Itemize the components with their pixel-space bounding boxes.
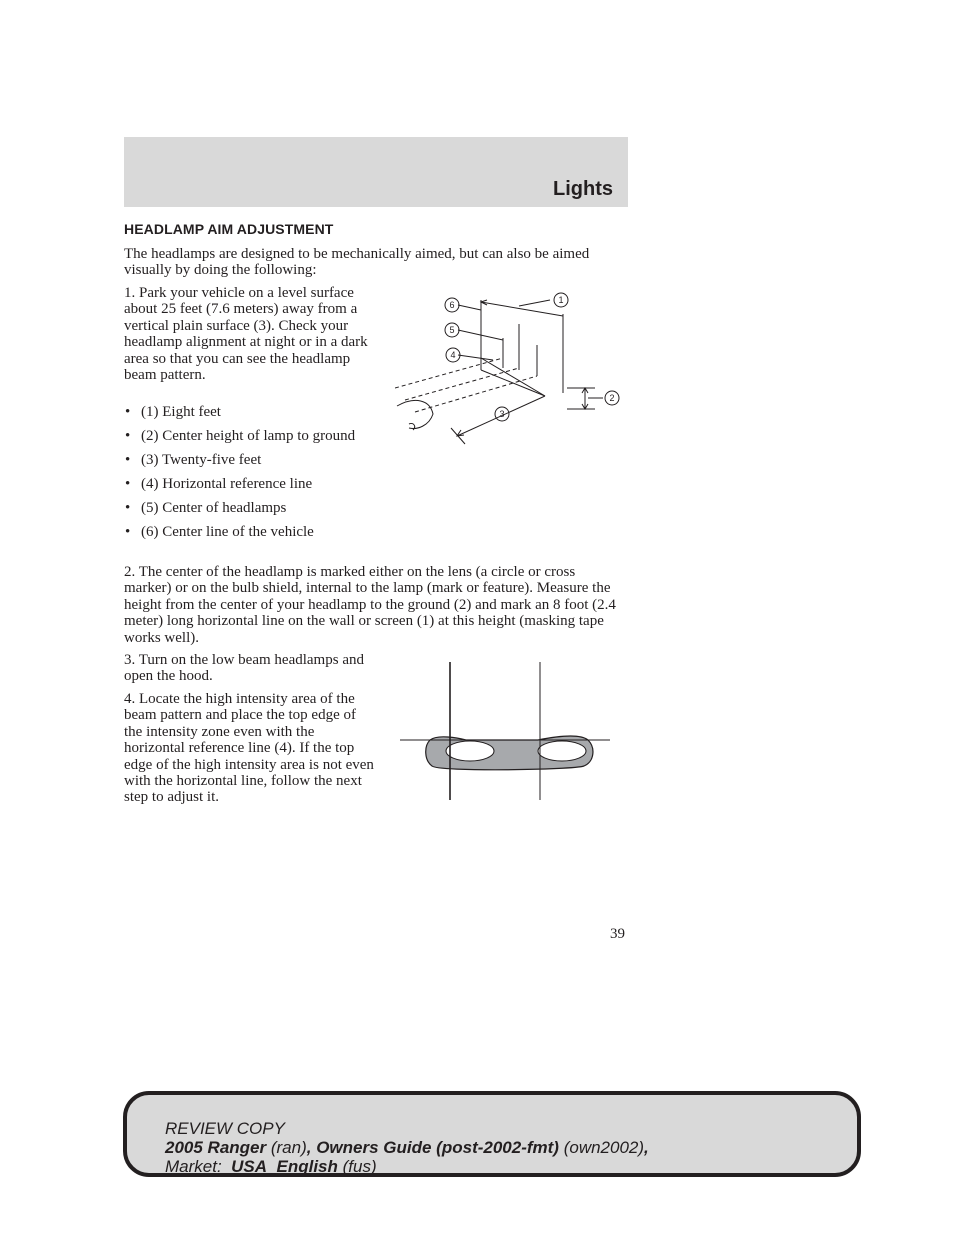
list-item: • (5) Center of headlamps [125, 500, 287, 516]
step3-paragraph: 3. Turn on the low beam headlamps and open the hood. [124, 652, 364, 685]
bullet-icon: • [125, 500, 131, 516]
bullet-icon: • [125, 476, 131, 492]
page-title: Lights [553, 178, 613, 200]
step2-paragraph: 2. The center of the headlamp is marked either on the lens (a circle or cross marker) or on the bulb shield, internal to the lamp (mark or feature). Measure the height from the center of your headlamp to the ground (2) and mark an 8 foot (2.4 meter) long horizontal line on the wall or screen (1) at this height (masking tape works well). [124, 564, 616, 646]
review-copy-footer [123, 1091, 861, 1177]
callout-1-label: 1 [558, 295, 564, 305]
footer-market-line: Market: USA_English (fus) [165, 1157, 377, 1176]
vehicle-hood-outline [397, 400, 433, 428]
footer-model-line: 2005 Ranger (ran), Owners Guide (post-2002-fmt) (own2002), [165, 1138, 649, 1157]
page-number: 39 [610, 926, 625, 942]
vehicle-headlamp-outline [409, 423, 415, 430]
callout-4-label: 4 [450, 350, 456, 360]
right-lamp-hotspot [538, 741, 586, 761]
callout-1-leader [519, 300, 550, 306]
callout-4-leader [458, 355, 493, 360]
eight-foot-dimension [481, 302, 563, 316]
beam-line-middle [405, 368, 519, 400]
bullet-icon: • [125, 452, 131, 468]
left-lamp-hotspot [446, 741, 494, 761]
list-item: • (1) Eight feet [125, 404, 221, 420]
list-item: • (6) Center line of the vehicle [125, 524, 314, 540]
callout-6-label: 6 [449, 300, 455, 310]
beam-line-lower [415, 376, 537, 412]
review-copy-label: REVIEW COPY [165, 1119, 285, 1138]
list-item: • (4) Horizontal reference line [125, 476, 313, 492]
section-heading: HEADLAMP AIM ADJUSTMENT [124, 221, 334, 237]
bullet-icon: • [125, 428, 131, 444]
footer-text [165, 1119, 649, 1176]
step4-paragraph: 4. Locate the high intensity area of the beam pattern and place the top edge of the intensity zone even with the horizontal reference line (4). If the top edge of the high intensity area is not even with the horizontal line, follow the next step to adjust it. [124, 691, 374, 806]
intro-paragraph: The headlamps are designed to be mechanically aimed, but can also be aimed visually by doing the following: [124, 246, 590, 279]
list-item: • (3) Twenty-five feet [125, 452, 262, 468]
callout-6-leader [458, 305, 481, 310]
callout-2-label: 2 [609, 393, 615, 403]
bullet-icon: • [125, 404, 131, 420]
step1-paragraph: 1. Park your vehicle on a level surface about 25 feet (7.6 meters) away from a vertical plain surface (3). Check your headlamp alignment at night or in a dark area so that you can see the headlamp beam pattern. [124, 285, 368, 384]
bullet-icon: • [125, 524, 131, 540]
floor-edge-line [481, 370, 545, 396]
dimension-tick [451, 428, 465, 444]
callout-5-label: 5 [449, 325, 455, 335]
beam-pattern-figure [398, 660, 612, 802]
headlamp-aim-setup-figure [395, 288, 627, 448]
callout-3-label: 3 [499, 409, 505, 419]
legend-list [124, 404, 374, 548]
beam-line-upper [395, 358, 503, 388]
header-band [124, 137, 628, 207]
list-item: • (2) Center height of lamp to ground [125, 428, 356, 444]
wall-base-line [481, 358, 545, 396]
